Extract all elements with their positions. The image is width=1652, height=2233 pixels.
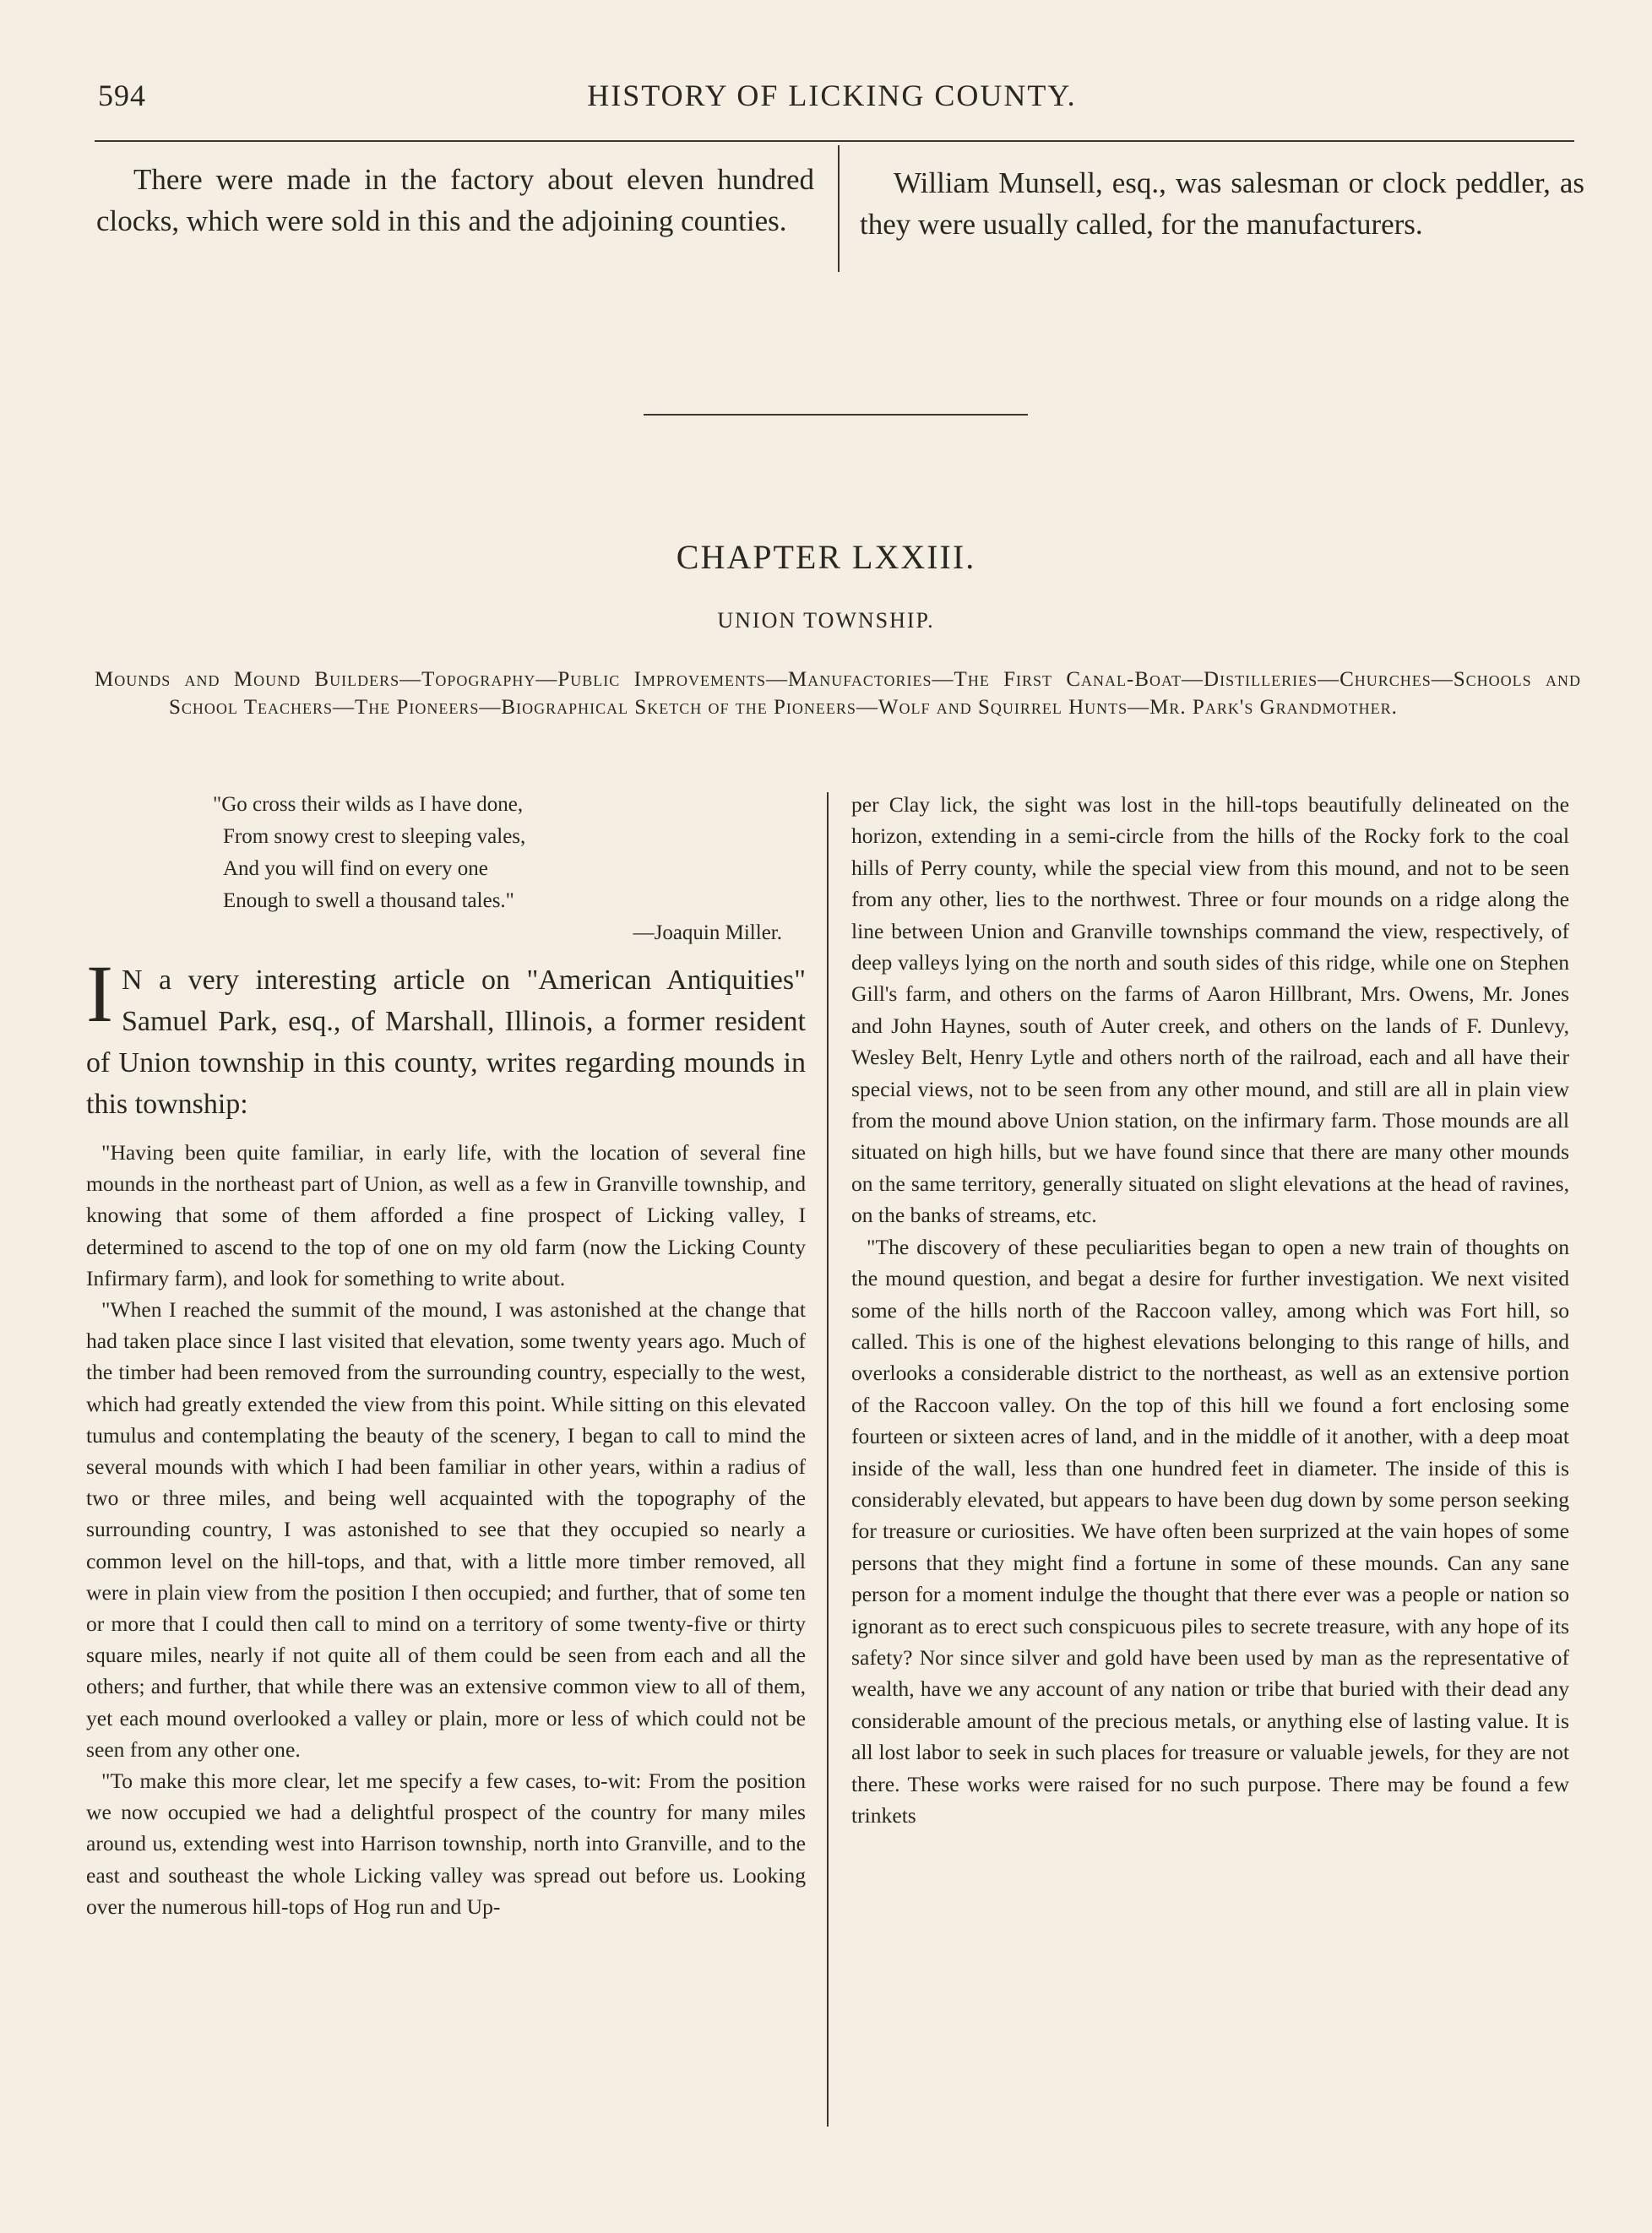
body-paragraph: per Clay lick, the sight was lost in the hill-tops beautifully delineated on the horizon, extending in a semi-circle from the hills of the Rocky fork to the coal hills of Perry county, while the special view from this mound, and not to be seen from any other, lies to the northwest. Three or four mounds on a ridge along the line between Union and Granville townships command the view, respectively, of deep valleys lying on the north and south sides of this ridge, while one on Stephen Gill's farm, and others on the farms of Aaron Hillbrant, Mrs. Owens, Mr. Jones and John Haynes, south of Auter creek, and others on the lands of F. Dunlevy, Wesley Belt, Henry Lytle and others north of the railroad, each and all have their special views, not to be seen from any other mound, and still are all in plain view from the mound above Union station, on the infirmary farm. Those mounds are all situated on high hills, but we have found since that there are many other mounds on the same territory, generally situated on slight elevations at the head of ravines, on the banks of streams, etc. [851,792,1569,1228]
column-divider [827,792,829,2127]
top-left-paragraph: There were made in the factory about eleven hundred clocks, which were sold in this and the adjoining counties. [96,163,814,237]
epigraph-author: —Joaquin Miller. [633,921,782,944]
epigraph-line: From snowy crest to sleeping vales, [223,825,526,848]
top-column-divider [838,145,840,272]
top-right-paragraph: William Munsell, esq., was salesman or clock peddler, as they were usually called, for the manufacturers. [860,166,1584,241]
epigraph-line: "Go cross their wilds as I have done, [213,793,524,816]
body-paragraph: "When I reached the summit of the mound, I was astonished at the change that had taken place since I last visited that elevation, some twenty years ago. Much of the timber had been removed from the surrounding country, especially to the west, which had greatly extended the view from this point. While sitting on this elevated tumulus and contemplating the beauty of the scenery, I began to call to mind the several mounds with which I had been familiar in other years, within a radius of two or three miles, and being well acquainted with the topography of the surrounding country, I was astonished to see that they occupied so nearly a common level on the hill-tops, and that, with a little more timber removed, all were in plain view from the position I then occupied; and further, that of some ten or more that I could then call to mind on a territory of some twenty-five or thirty square miles, nearly if not quite all of them could be seen from each and all the others; and further, that while there was an extensive common view to all of them, yet each mound overlooked a valley or plain, more or less of which could not be seen from any other one. [86,1297,806,1762]
running-header [84,78,1579,120]
right-column [851,789,1569,1831]
body-paragraph: "The discovery of these peculiarities began to open a new train of thoughts on the mound question, and begat a desire for further investigation. We next visited some of the hills north of the Raccoon valley, among which was Fort hill, so called. This is one of the highest elevations belonging to this range of hills, and overlooks a considerable district to the northeast, as well as an extensive portion of the Raccoon valley. On the top of this hill we found a fort enclosing some fourteen or sixteen acres of land, and in the middle of it another, with a deep moat inside of the wall, less than one hundred feet in diameter. The inside of this is considerably elevated, but appears to have been dug down by some person seeking for treasure or curiosities. We have often been surprized at the vain hopes of some persons that they might find a fortune in some of these mounds. Can any sane person for a moment indulge the thought that there ever was a people or nation so ignorant as to erect such conspicuous piles to secrete treasure, with any hope of its safety? Nor since silver and gold have been used by man as the representative of wealth, have we any account of any nation or tribe that buried with their dead any considerable amount of the precious metals, or anything else of lasting value. It is all lost labor to seek in such places for treasure or valuable jewels, for they are not there. These works were raised for no such purpose. There may be found a few trinkets [851,1234,1569,1828]
running-title: HISTORY OF LICKING COUNTY. [587,79,1077,112]
drop-cap: I [86,948,113,1039]
section-divider-rule [644,414,1028,416]
body-paragraph: "To make this more clear, let me specify a few cases, to-wit: From the position we now occupied we had a delightful prospect of the country for many miles around us, extending west into Harrison township, north into Granville, and to the east and southeast the whole Licking valley was spread out before us. Looking over the numerous hill-tops of Hog run and Up- [86,1768,806,1919]
chapter-synopsis: Mounds and Mound Builders—Topography—Public Improvements—Manufactories—The First Canal-Boat—Distilleries—Churches—Schools and School Teachers—The Pioneers—Biographical Sketch of the Pioneers—Wolf and Squirrel Hunts—Mr. Park's Grandmother. [95,668,1581,719]
body-paragraph: "Having been quite familiar, in early life, with the location of several fine mounds in the northeast part of Union, as well as a few in Granville township, and knowing that some of them afforded a fine prospect of Licking valley, I determined to ascend to the top of one on my old farm (now the Licking County Infirmary farm), and look for something to write about. [86,1140,806,1290]
lead-text: N a very interesting article on "American Antiquities" Samuel Park, esq., of Marshall, Illinois, a former resident of Union township in this county, writes regarding mounds in this township: [86,964,806,1120]
chapter-title: CHAPTER LXXIII. [676,538,976,576]
page-number: 594 [98,79,146,112]
epigraph-line: And you will find on every one [223,857,488,880]
epigraph [213,789,806,949]
chapter-subtitle: UNION TOWNSHIP. [717,608,935,633]
header-rule [95,140,1574,142]
lead-paragraph [86,948,806,1125]
left-column [86,789,806,1922]
epigraph-line: Enough to swell a thousand tales." [223,889,514,912]
